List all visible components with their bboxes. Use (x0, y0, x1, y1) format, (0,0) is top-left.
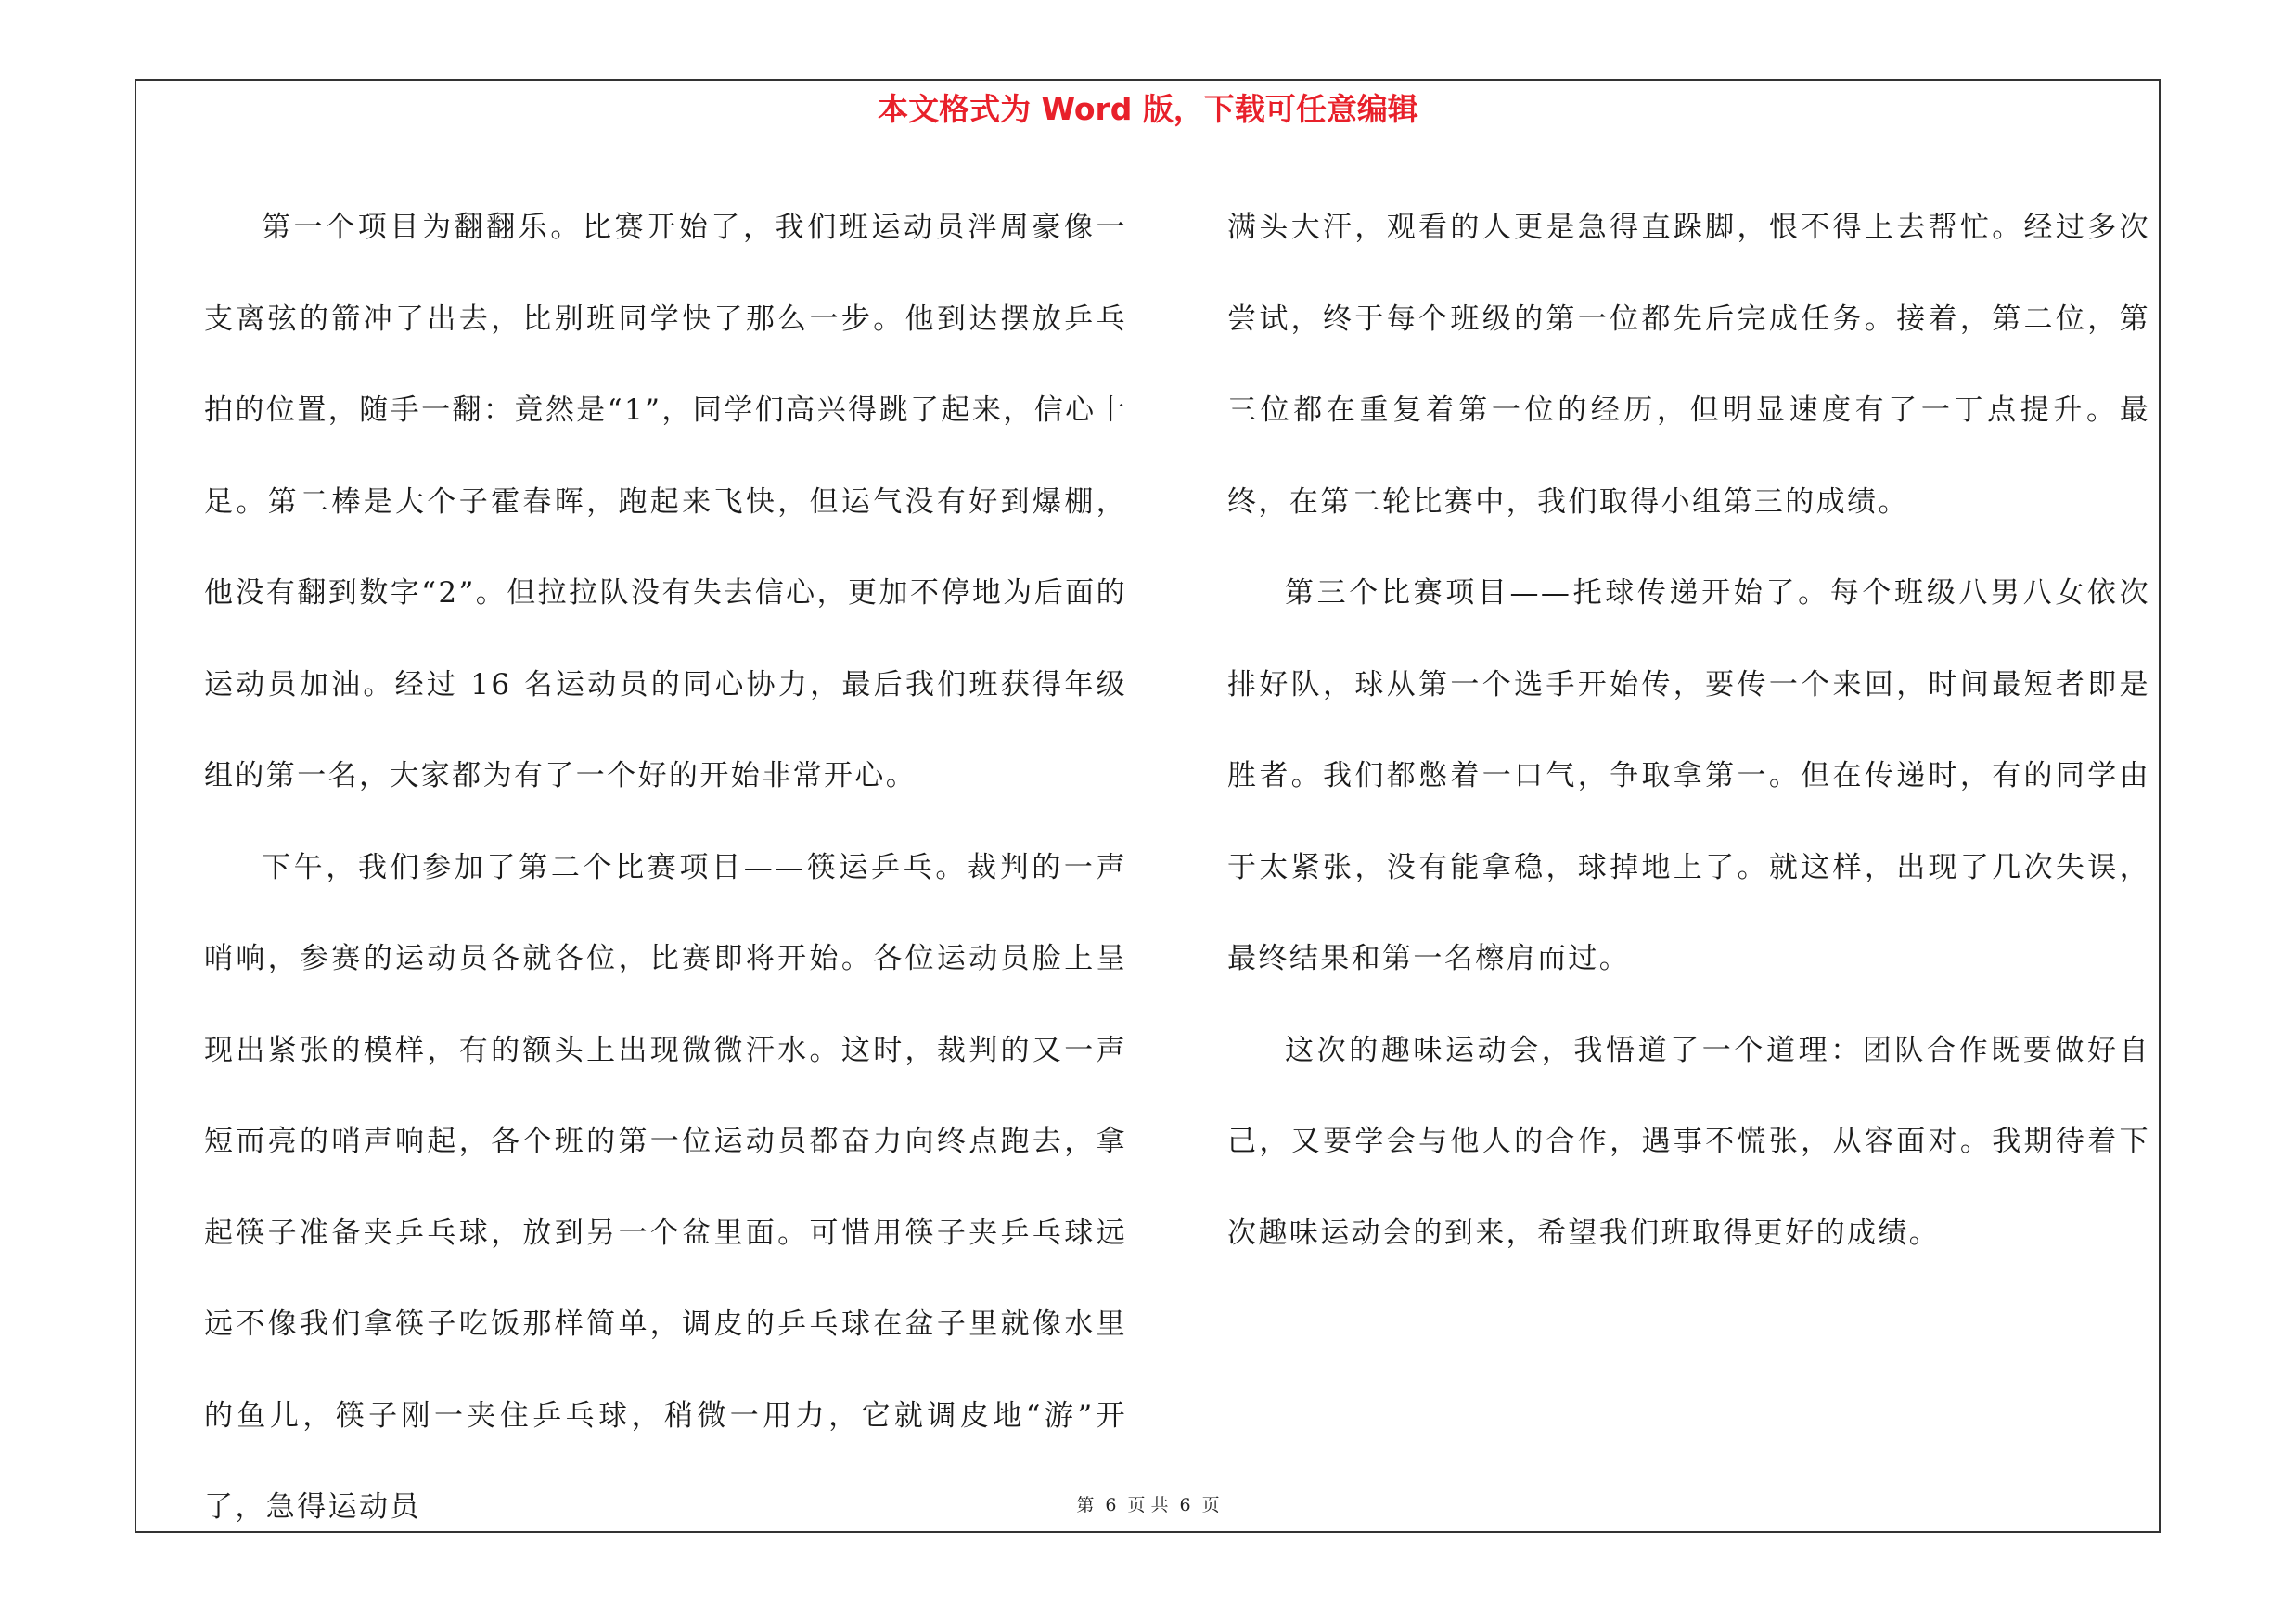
paragraph-chopstick-pingpong: 下午，我们参加了第二个比赛项目——筷运乒乓。裁判的一声哨响，参赛的运动员各就各位，比赛即将开始。各位运动员脸上呈现出紧张的模样，有的额头上出现微微汗水。这时，裁判的又一声短而亮的哨声响起，各个班的第一位运动员都奋力向终点跑去，拿起筷子准备夹乒乓球，放到另一个盆里面。可惜用筷子夹乒乓球远远不像我们拿筷子吃饭那样简单，调皮的乒乓球在盆子里就像水里的鱼儿，筷子刚一夹住乒乓球，稍微一用力，它就调皮地“游”开了，急得运动员 (204, 850, 1127, 1524)
paragraph-continuation: 满头大汗，观看的人更是急得直跺脚，恨不得上去帮忙。经过多次尝试，终于每个班级的第一位都先后完成任务。接着，第二位，第三位都在重复着第一位的经历，但明显速度有了一丁点提升。最终，在第二轮比赛中，我们取得小组第三的成绩。 (1227, 211, 2150, 519)
footer-current-page: 6 (1105, 1495, 1117, 1515)
left-text-column (204, 182, 1127, 1553)
page-number-footer (0, 1494, 2296, 1516)
footer-suffix: 页 (1201, 1495, 1220, 1515)
paragraph-conclusion: 这次的趣味运动会，我悟道了一个道理：团队合作既要做好自己，又要学会与他人的合作，遇事不慌张，从容面对。我期待着下次趣味运动会的到来，希望我们班取得更好的成绩。 (1227, 1033, 2150, 1250)
footer-middle: 页 共 (1127, 1495, 1169, 1515)
paragraph-ball-relay: 第三个比赛项目——托球传递开始了。每个班级八男八女依次排好队，球从第一个选手开始传，要传一个来回，时间最短者即是胜者。我们都憋着一口气，争取拿第一。但在传递时，有的同学由于太紧张，没有能拿稳，球掉地上了。就这样，出现了几次失误，最终结果和第一名檫肩而过。 (1227, 576, 2150, 975)
footer-prefix: 第 (1076, 1495, 1095, 1515)
footer-total-pages: 6 (1179, 1495, 1191, 1515)
format-notice-banner: 本文格式为 Word 版，下载可任意编辑 (878, 91, 1418, 127)
right-text-column (1227, 182, 2150, 1279)
paragraph-flip-game: 第一个项目为翻翻乐。比赛开始了，我们班运动员泮周豪像一支离弦的箭冲了出去，比别班同学快了那么一步。他到达摆放乒乓拍的位置，随手一翻：竟然是“1”，同学们高兴得跳了起来，信心十足。第二棒是大个子霍春晖，跑起来飞快，但运气没有好到爆棚，他没有翻到数字“2”。但拉拉队没有失去信心，更加不停地为后面的运动员加油。经过 16 名运动员的同心协力，最后我们班获得年级组的第一名，大家都为有了一个好的开始非常开心。 (204, 211, 1127, 792)
